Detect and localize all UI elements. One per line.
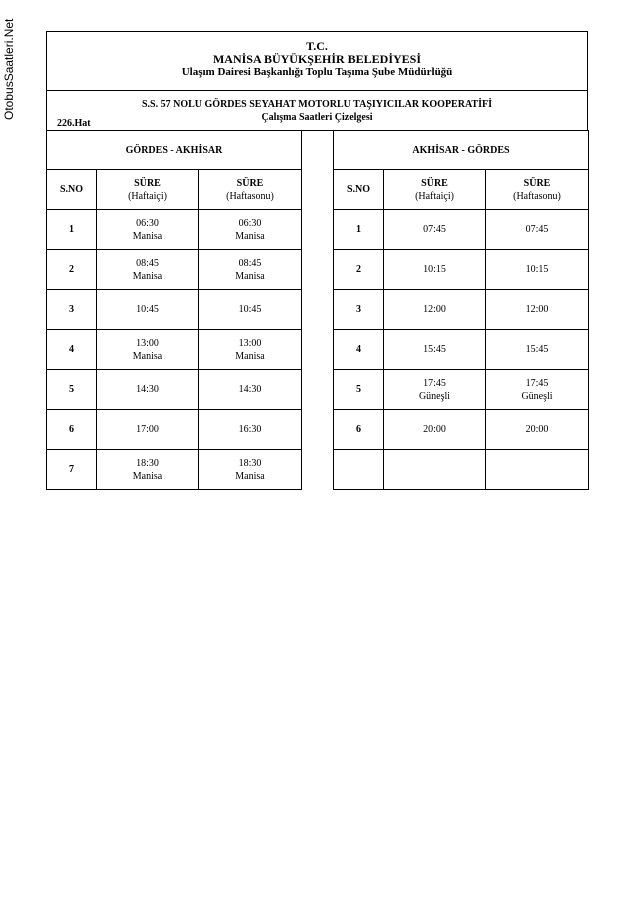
column-header-sure: SÜRE (523, 177, 551, 189)
table-row (47, 250, 302, 290)
weekend-departure-cell (486, 330, 589, 370)
weekend-departure-note: Manisa (235, 470, 265, 482)
weekend-departure-cell (199, 450, 302, 490)
weekend-departure-cell (199, 290, 302, 330)
weekday-departure-cell (384, 370, 486, 410)
weekend-departure-note: Manisa (235, 230, 265, 242)
table-row (47, 290, 302, 330)
weekend-departure-time: 18:30 (238, 457, 262, 469)
column-header-weekend-label: (Haftasonu) (226, 190, 274, 202)
weekend-departure-cell (486, 410, 589, 450)
table-row (47, 330, 302, 370)
column-header-weekday-label: (Haftaiçi) (128, 190, 167, 202)
table-row (47, 450, 302, 490)
organization-block (47, 32, 587, 91)
weekend-departure-time: 06:30 (238, 217, 262, 229)
weekend-departure-cell (486, 290, 589, 330)
weekday-departure-cell (97, 210, 199, 250)
schedule-subtitle: Çalışma Saatleri Çizelgesi (261, 112, 373, 123)
weekday-departure-time: 15:45 (423, 344, 446, 355)
schedule-table-akhisar-gordes (333, 130, 589, 490)
weekday-departure-note: Güneşli (418, 390, 451, 402)
column-header-sure: SÜRE (134, 177, 161, 189)
weekday-departure-cell (97, 290, 199, 330)
weekday-departure-time: 06:30 (136, 217, 159, 229)
row-number: 6 (47, 410, 97, 450)
column-header-sure: SÜRE (421, 177, 448, 189)
cooperative-name: S.S. 57 NOLU GÖRDES SEYAHAT MOTORLU TAŞIYICILAR KOOPERATİFİ (142, 99, 492, 110)
row-number: 6 (334, 410, 384, 450)
row-number: 2 (334, 250, 384, 290)
weekend-departure-cell (486, 210, 589, 250)
weekend-departure-time: 15:45 (525, 344, 549, 355)
weekend-departure-cell (199, 330, 302, 370)
row-number: 2 (47, 250, 97, 290)
column-header-weekend (486, 170, 589, 210)
table-row (47, 210, 302, 250)
column-header-weekend-label: (Haftasonu) (513, 190, 561, 202)
direction-header: GÖRDES - AKHİSAR (47, 131, 302, 170)
table-row (47, 410, 302, 450)
table-row (47, 370, 302, 410)
weekend-departure-time: 07:45 (525, 224, 549, 235)
weekday-departure-cell (97, 330, 199, 370)
document-header (46, 31, 588, 131)
weekday-departure-cell (97, 370, 199, 410)
header-line-department: Ulaşım Dairesi Başkanlığı Toplu Taşıma Şube Müdürlüğü (181, 66, 453, 78)
weekday-departure-cell (384, 410, 486, 450)
row-number: 5 (334, 370, 384, 410)
weekend-departure-note: Manisa (235, 270, 265, 282)
weekday-departure-cell (97, 450, 199, 490)
weekend-departure-time: 16:30 (238, 424, 262, 435)
weekday-departure-cell (384, 450, 486, 490)
weekend-departure-time: 14:30 (238, 384, 262, 395)
column-header-weekday (97, 170, 199, 210)
table-row (334, 330, 589, 370)
table-row (334, 210, 589, 250)
weekend-departure-time: 20:00 (525, 424, 549, 435)
weekday-departure-time: 12:00 (423, 304, 446, 315)
weekday-departure-time: 17:00 (136, 424, 159, 435)
weekend-departure-time: 13:00 (238, 337, 262, 349)
weekend-departure-cell (486, 370, 589, 410)
row-number: 4 (47, 330, 97, 370)
row-number: 3 (334, 290, 384, 330)
watermark-text: OtobusSaatleri.Net (2, 18, 16, 120)
weekday-departure-time: 14:30 (136, 384, 159, 395)
weekend-departure-cell (199, 250, 302, 290)
weekend-departure-cell (199, 370, 302, 410)
column-header-weekday (384, 170, 486, 210)
weekend-departure-cell (486, 450, 589, 490)
table-row (334, 370, 589, 410)
weekday-departure-time: 08:45 (136, 257, 159, 269)
weekend-departure-note: Güneşli (521, 390, 553, 402)
cooperative-block (47, 91, 587, 131)
table-row (334, 290, 589, 330)
row-number (334, 450, 384, 490)
row-number: 4 (334, 330, 384, 370)
schedule-table-gordes-akhisar (46, 130, 302, 490)
weekend-departure-time: 08:45 (238, 257, 262, 269)
weekday-departure-cell (384, 290, 486, 330)
column-header-sure: SÜRE (236, 177, 264, 189)
row-number: 1 (334, 210, 384, 250)
weekend-departure-cell (199, 410, 302, 450)
weekend-departure-time: 17:45 (525, 377, 549, 389)
weekend-departure-time: 10:15 (525, 264, 549, 275)
weekday-departure-time: 10:45 (136, 304, 159, 315)
weekday-departure-time: 20:00 (423, 424, 446, 435)
weekday-departure-cell (384, 250, 486, 290)
weekday-departure-time: 07:45 (423, 224, 446, 235)
column-header-weekday-label: (Haftaiçi) (415, 190, 454, 202)
row-number: 1 (47, 210, 97, 250)
direction-header: AKHİSAR - GÖRDES (334, 131, 589, 170)
weekday-departure-time: 13:00 (136, 337, 159, 349)
weekend-departure-time: 10:45 (238, 304, 262, 315)
column-header-weekend (199, 170, 302, 210)
weekday-departure-time: 10:15 (423, 264, 446, 275)
weekday-departure-note: Manisa (132, 470, 163, 482)
line-number: 226.Hat (57, 118, 91, 129)
row-number: 7 (47, 450, 97, 490)
weekday-departure-cell (97, 250, 199, 290)
weekday-departure-time: 17:45 (423, 377, 446, 389)
row-number: 3 (47, 290, 97, 330)
weekday-departure-time: 18:30 (136, 457, 159, 469)
weekend-departure-note: Manisa (235, 350, 265, 362)
weekday-departure-note: Manisa (132, 270, 163, 282)
weekend-departure-cell (486, 250, 589, 290)
weekday-departure-cell (97, 410, 199, 450)
weekday-departure-cell (384, 330, 486, 370)
weekend-departure-cell (199, 210, 302, 250)
column-header-no: S.NO (334, 170, 384, 210)
weekday-departure-cell (384, 210, 486, 250)
header-line-municipality: MANİSA BÜYÜKŞEHİR BELEDİYESİ (212, 52, 422, 66)
weekday-departure-note: Manisa (132, 230, 163, 242)
header-line-tc: T.C. (306, 39, 328, 53)
table-row (334, 250, 589, 290)
weekday-departure-note: Manisa (132, 350, 163, 362)
table-row (334, 410, 589, 450)
table-row (334, 450, 589, 490)
column-header-no: S.NO (47, 170, 97, 210)
weekend-departure-time: 12:00 (525, 304, 549, 315)
row-number: 5 (47, 370, 97, 410)
